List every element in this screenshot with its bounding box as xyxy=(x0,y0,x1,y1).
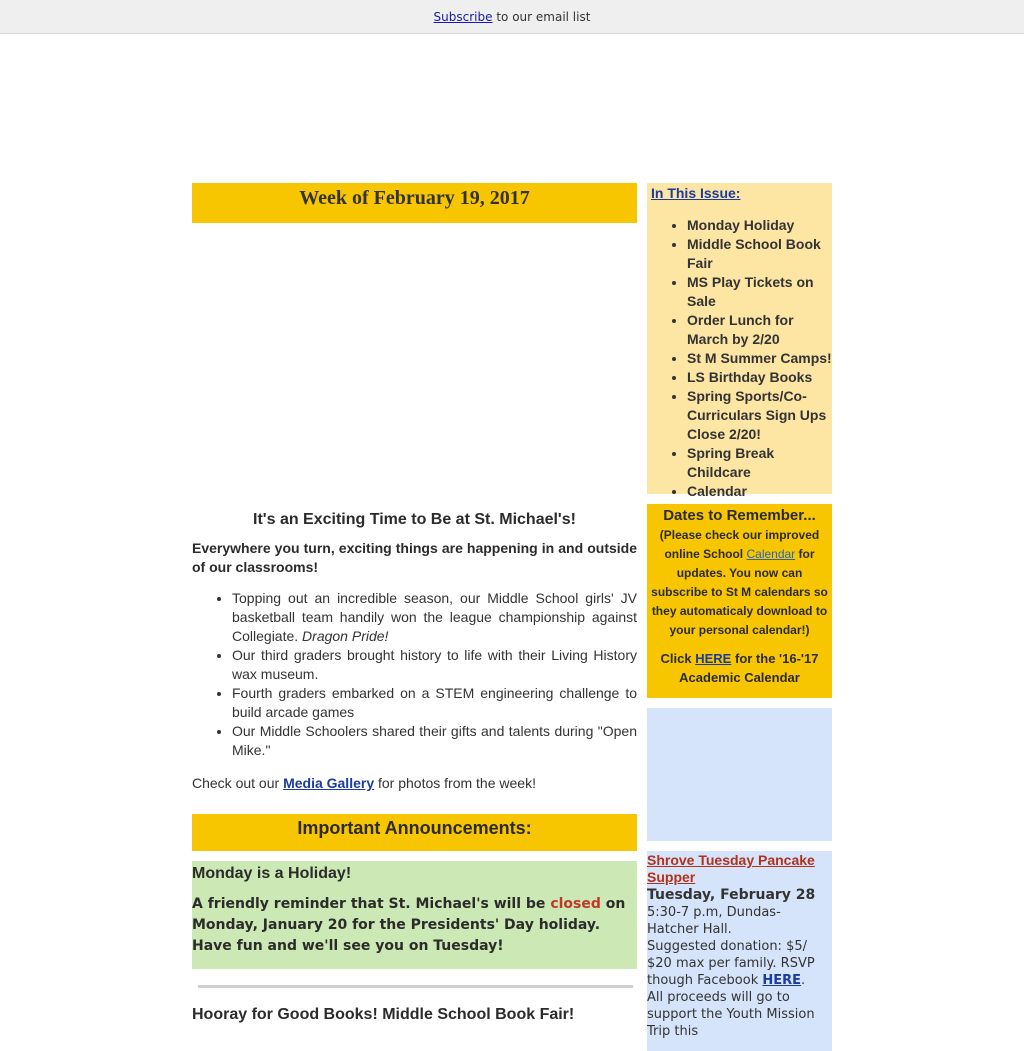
media-gallery-link[interactable]: Media Gallery xyxy=(283,775,375,791)
pancake-supper-link[interactable]: Shrove Tuesday Pancake Supper xyxy=(647,852,815,885)
donation-period: . xyxy=(801,973,806,988)
book-fair-title: Hooray for Good Books! Middle School Book Fair! xyxy=(192,1006,575,1023)
issue-item[interactable]: • St M Summer Camps! xyxy=(687,349,832,368)
facebook-rsvp-link[interactable]: HERE xyxy=(762,973,802,988)
list-item: • Our Middle Schoolers shared their gifts and talents during "Open Mike." xyxy=(232,722,637,760)
dates-note xyxy=(647,526,832,640)
announcements-header: Important Announcements: xyxy=(192,814,637,851)
section-divider xyxy=(198,985,633,988)
click-prefix: Click xyxy=(660,651,692,666)
holiday-title: Monday is a Holiday! xyxy=(192,865,352,882)
pancake-supper-box xyxy=(647,851,832,1051)
sidebar-image-box xyxy=(647,708,832,841)
list-item: • Our third graders brought history to life with their Living History wax museum. xyxy=(232,646,637,684)
dragon-pride-text: Dragon Pride! xyxy=(302,628,389,644)
week-header: Week of February 19, 2017 xyxy=(192,183,637,223)
issue-item[interactable]: • Monday Holiday xyxy=(687,216,832,235)
holiday-text xyxy=(192,894,637,957)
dates-title: Dates to Remember... xyxy=(663,507,816,524)
holiday-text-after: on Monday, January 20 for the Presidents' Day holiday. Have fun and we'll see you on Tuesday! xyxy=(192,896,626,954)
issue-item[interactable]: • Spring Sports/Co-Curriculars Sign Ups Close 2/20! xyxy=(687,387,832,444)
exciting-bullet-list xyxy=(192,589,637,760)
exciting-title: It's an Exciting Time to Be at St. Michael's! xyxy=(253,511,576,528)
issue-item[interactable]: • MS Play Tickets on Sale xyxy=(687,273,832,311)
list-item: • Fourth graders embarked on a STEM engineering challenge to build arcade games xyxy=(232,684,637,722)
issue-item[interactable]: • Calendar xyxy=(687,482,832,501)
issue-item[interactable]: • Middle School Book Fair xyxy=(687,235,832,273)
academic-calendar-line xyxy=(647,649,832,687)
hero-image-area xyxy=(192,223,637,506)
event-date: Tuesday, February 28 xyxy=(647,887,816,903)
in-this-issue-link[interactable]: In This Issue: xyxy=(651,185,741,201)
check-suffix: for photos from the week! xyxy=(378,775,536,791)
sidebar xyxy=(647,183,832,1051)
click-suffix: for the '16-'17 Academic Calendar xyxy=(679,651,819,685)
calendar-link[interactable]: Calendar xyxy=(746,547,796,561)
main-column xyxy=(192,183,637,1027)
subscribe-text: to our email list xyxy=(496,10,591,24)
issue-item[interactable]: • LS Birthday Books xyxy=(687,368,832,387)
donation-text: Suggested donation: $5/ $20 max per family. RSVP though Facebook xyxy=(647,939,815,988)
media-gallery-line xyxy=(192,774,637,793)
dates-note-after: for updates. You now can subscribe to St M calendars so they automaticaly download to your personal calendar!) xyxy=(651,547,828,637)
issue-item[interactable]: • Order Lunch for March by 2/20 xyxy=(687,311,832,349)
subscribe-link[interactable]: Subscribe xyxy=(433,10,493,24)
event-time-place: 5:30-7 p.m, Dundas-Hatcher Hall. xyxy=(647,905,781,937)
event-proceeds: All proceeds will go to support the Youth Mission Trip this xyxy=(647,990,815,1039)
subscribe-bar xyxy=(0,0,1024,34)
issue-list xyxy=(647,216,832,501)
dates-to-remember-box xyxy=(647,504,832,698)
event-donation xyxy=(647,938,832,989)
exciting-intro: Everywhere you turn, exciting things are happening in and outside of our classrooms! xyxy=(192,540,637,575)
closed-word: closed xyxy=(550,896,601,912)
academic-calendar-link[interactable]: HERE xyxy=(695,651,732,666)
holiday-announcement xyxy=(192,861,637,969)
dates-note-before: (Please check our improved online School xyxy=(659,528,820,561)
in-this-issue-box xyxy=(647,183,832,499)
bullet-text: Topping out an incredible season, our Middle School girls' JV basketball team handily won the league championship against Collegiate. xyxy=(232,590,637,644)
check-prefix: Check out our xyxy=(192,775,280,791)
issue-item[interactable]: • Spring Break Childcare xyxy=(687,444,832,482)
holiday-text-before: A friendly reminder that St. Michael's will be xyxy=(192,896,546,912)
list-item xyxy=(232,589,637,646)
